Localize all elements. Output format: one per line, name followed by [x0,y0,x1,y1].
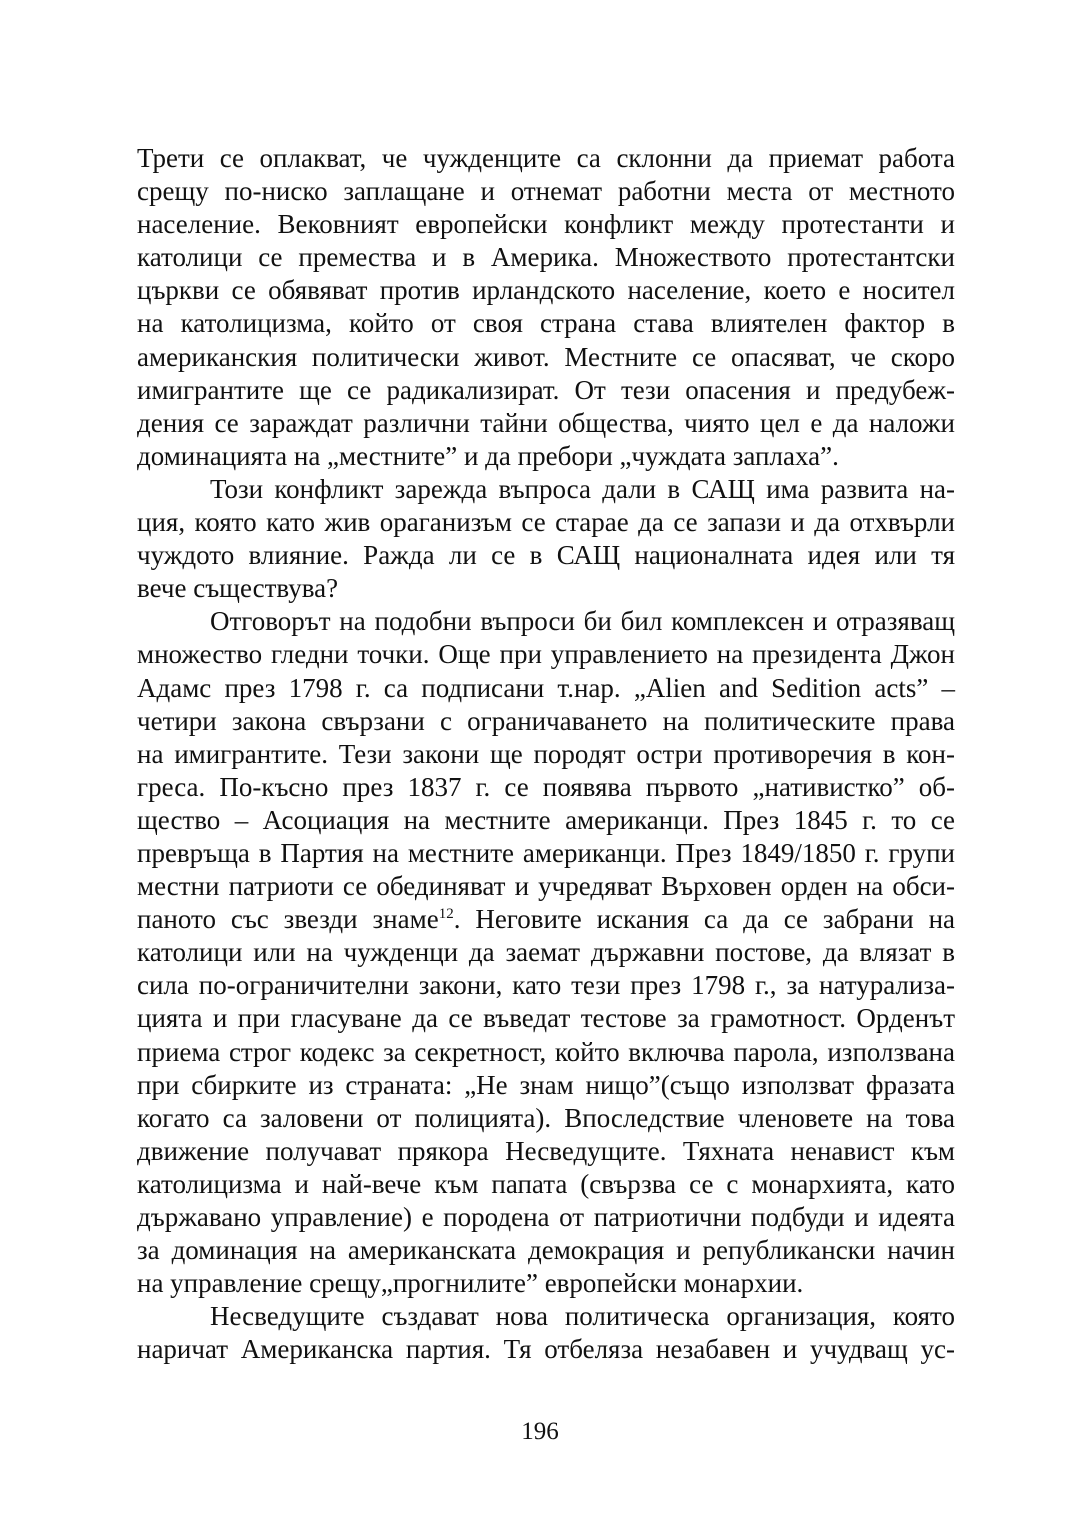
text-line: вече съществува? [137,573,339,604]
text-line: Несведущите създават нова политическа организация, която [210,1301,955,1332]
text-line: четири закона свързани с ограничаването на политическите права [137,705,955,736]
text-line-part: . Неговите искания са да се забрани на [453,904,955,935]
text-line: католицизма и най-вече към папата (свързва се с монархията, като [137,1168,955,1199]
text-line: когато са заловени от полицията). Впоследствие членовете на това [137,1102,955,1133]
text-line: щество – Асоциация на местните американци. През 1845 г. то се [137,804,955,835]
text-line: Отговорът на подобни въпроси би бил комплексен и отразяващ [210,606,955,637]
text-line: католици или на чужденци да заемат държавни постове, да влязат в [137,937,955,968]
text-line-part: паното със звезди знаме [137,904,439,935]
text-line: ция, която като жив ораганизъм се старае да се запази и да отхвърли [137,507,955,538]
text-line: дения се зараждат различни тайни общества, чиято цел е да наложи [137,407,955,438]
text-line: греса. По-късно през 1837 г. се появява първото „нативистко” об- [137,771,955,802]
text-line: имигрантите ще се радикализират. От тези опасения и предубеж- [137,374,955,405]
text-line: местни патриоти се обединяват и учредяват Върховен орден на обси- [137,871,955,902]
text-line: чуждото влияние. Ражда ли се в САЩ националната идея или тя [137,540,955,571]
text-line: множество гледни точки. Още при управлението на президента Джон [137,639,955,670]
text-line: църкви се обявяват против ирландското население, което е носител [137,275,955,306]
text-line: на управление срещу„прогнилите” европейски монархии. [137,1268,804,1299]
text-line: превръща в Партия на местните американци. През 1849/1850 г. групи [137,837,955,868]
text-line: Адамс през 1798 г. са подписани т.нар. „Alien and Sedition acts” – [137,672,955,703]
text-line: цията и при гласуване да се въведат тестове за грамотност. Орденът [137,1003,955,1034]
text-line: католици се премества и в Америка. Множеството протестантски [137,242,955,273]
text-line: срещу по-ниско заплащане и отнемат работни места от местното [137,176,955,207]
text-line: население. Вековният европейски конфликт между протестанти и [137,209,955,240]
footnote-reference[interactable]: 12 [438,906,454,923]
text-line: приема строг кодекс за секретност, който включва парола, използвана [137,1036,955,1067]
text-line-with-footnote [137,903,955,936]
text-line: при сбирките из страната: „Не знам нищо”(също използват фразата [137,1069,955,1100]
text-line: на имигрантите. Тези закони ще породят остри противоречия в кон- [137,738,955,769]
text-line: Този конфликт зарежда въпроса дали в САЩ има развита на- [210,473,955,504]
text-line: наричат Американска партия. Тя отбеляза незабавен и учудващ ус- [137,1334,955,1365]
text-line: сила по-ограничителни закони, като тези през 1798 г., за натурализа- [137,970,955,1001]
text-line: движение получават прякора Несведущите. Тяхната ненавист към [137,1135,955,1166]
text-line: доминацията на „местните” и да пребори „чуждата заплаха”. [137,440,839,471]
text-line: Трети се оплакват, че чужденците са склонни да приемат работа [137,143,955,173]
text-line: на католицизма, който от своя страна става влиятелен фактор в [137,308,955,339]
page-number: 196 [521,1418,559,1445]
body-text [137,142,955,1366]
text-line: американския политически живот. Местните се опасяват, че скоро [137,341,955,372]
text-line: държавано управление) е породена от патриотични подбуди и идеята [137,1202,955,1232]
text-line: за доминация на американската демокрация и републикански начин [137,1235,955,1266]
